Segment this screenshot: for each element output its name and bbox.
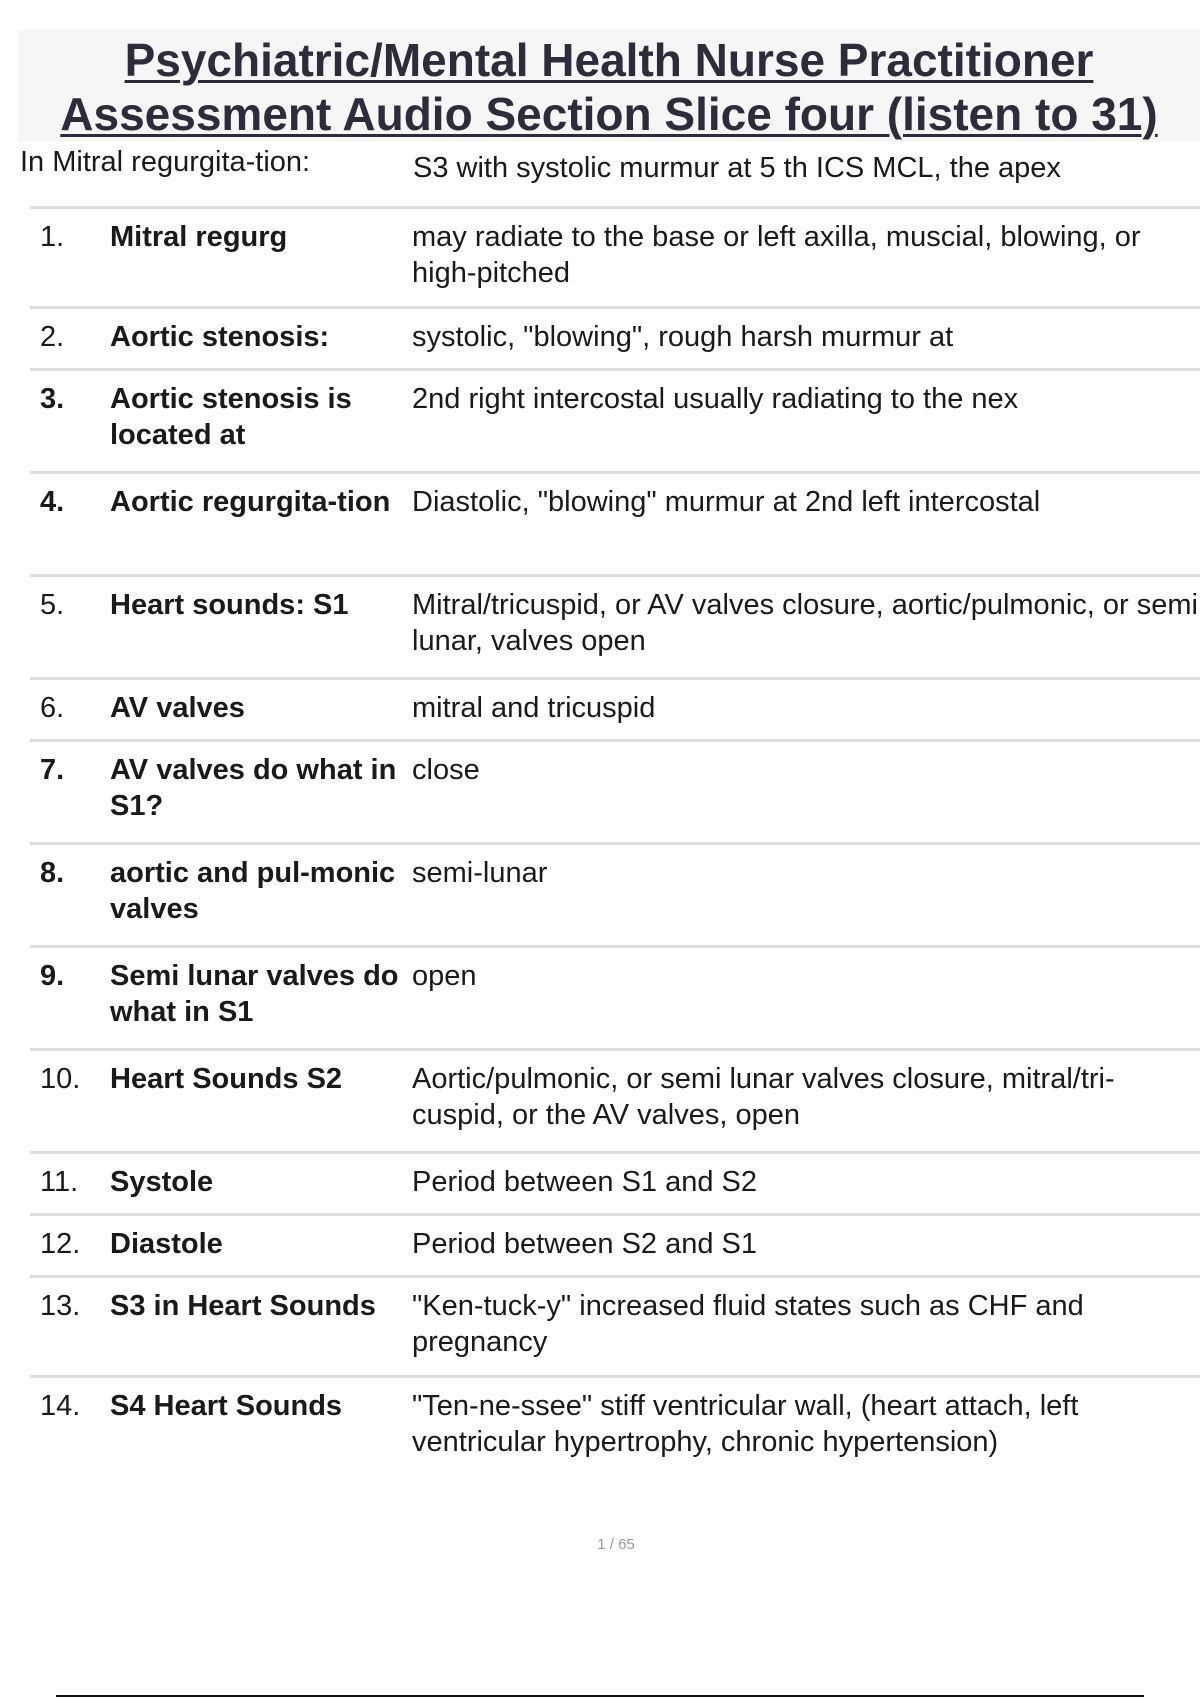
- flashcard-table: [30, 206, 1200, 1474]
- footer-divider: [56, 1695, 1144, 1697]
- row-number: 6.: [40, 692, 65, 724]
- row-term: Aortic stenosis is located at: [110, 383, 352, 451]
- table-row: [30, 209, 1200, 309]
- row-number: 14.: [40, 1390, 81, 1422]
- table-row: [30, 1051, 1200, 1154]
- table-row: [30, 371, 1200, 474]
- intro-definition: S3 with systolic murmur at 5 th ICS MCL, the apex: [413, 152, 1061, 184]
- table-row: [30, 577, 1200, 680]
- title-line-2: Assessment Audio Section Slice four (listen to 31): [60, 88, 1158, 140]
- row-number: 12.: [40, 1228, 81, 1260]
- row-term: Mitral regurg: [110, 221, 288, 253]
- row-definition: 2nd right intercostal usually radiating to the nex: [412, 383, 1019, 415]
- intro-row: [20, 142, 1200, 192]
- table-row: [30, 1216, 1200, 1278]
- row-term: Diastole: [110, 1228, 223, 1260]
- row-term: Heart Sounds S2: [110, 1063, 343, 1095]
- table-row: [30, 680, 1200, 742]
- row-number: 7.: [40, 754, 65, 786]
- row-term: S3 in Heart Sounds: [110, 1290, 376, 1322]
- row-term: Heart sounds: S1: [110, 589, 349, 621]
- row-definition: mitral and tricuspid: [412, 692, 656, 724]
- row-number: 4.: [40, 486, 65, 518]
- row-term: Systole: [110, 1166, 214, 1198]
- row-definition: may radiate to the base or left axilla, muscial, blowing, or high-pitched: [412, 221, 1141, 289]
- row-definition: Mitral/tricuspid, or AV valves closure, aortic/pulmonic, or semi lunar, valves open: [412, 589, 1198, 657]
- row-number: 5.: [40, 589, 65, 621]
- row-definition: Period between S1 and S2: [412, 1166, 758, 1198]
- row-definition: systolic, "blowing", rough harsh murmur at: [412, 321, 954, 353]
- row-term: AV valves do what in S1?: [110, 754, 397, 822]
- document-title: [18, 30, 1200, 142]
- row-term: Aortic stenosis:: [110, 321, 330, 353]
- table-row: [30, 1278, 1200, 1378]
- row-definition: open: [412, 960, 477, 992]
- row-number: 9.: [40, 960, 65, 992]
- row-term: Semi lunar valves do what in S1: [110, 960, 399, 1028]
- row-definition: Period between S2 and S1: [412, 1228, 758, 1260]
- row-definition: close: [412, 754, 480, 786]
- title-line-1: Psychiatric/Mental Health Nurse Practitioner: [124, 34, 1094, 86]
- row-number: 10.: [40, 1063, 81, 1095]
- row-definition: "Ten-ne-ssee" stiff ventricular wall, (heart attach, left ventricular hypertrophy, chronic hypertension): [412, 1390, 1079, 1458]
- row-definition: "Ken-tuck-y" increased fluid states such as CHF and pregnancy: [412, 1290, 1084, 1358]
- table-row: [30, 309, 1200, 371]
- row-definition: Diastolic, "blowing" murmur at 2nd left intercostal: [412, 486, 1041, 518]
- row-number: 2.: [40, 321, 65, 353]
- row-term: AV valves: [110, 692, 245, 724]
- page-indicator: 1 / 65: [597, 1536, 635, 1553]
- table-row: [30, 948, 1200, 1051]
- intro-term: In Mitral regurgita-tion:: [20, 146, 311, 178]
- row-number: 1.: [40, 221, 65, 253]
- table-row: [30, 1378, 1200, 1474]
- table-row: [30, 1154, 1200, 1216]
- table-row: [30, 474, 1200, 577]
- row-number: 3.: [40, 383, 65, 415]
- row-number: 13.: [40, 1290, 81, 1322]
- table-row: [30, 845, 1200, 948]
- row-term: aortic and pul-monic valves: [110, 857, 396, 925]
- row-definition: semi-lunar: [412, 857, 548, 889]
- row-term: Aortic regurgita-tion: [110, 486, 391, 518]
- row-number: 8.: [40, 857, 65, 889]
- table-row: [30, 742, 1200, 845]
- row-definition: Aortic/pulmonic, or semi lunar valves closure, mitral/tri-cuspid, or the AV valves, open: [412, 1063, 1115, 1131]
- row-term: S4 Heart Sounds: [110, 1390, 343, 1422]
- row-number: 11.: [40, 1166, 79, 1198]
